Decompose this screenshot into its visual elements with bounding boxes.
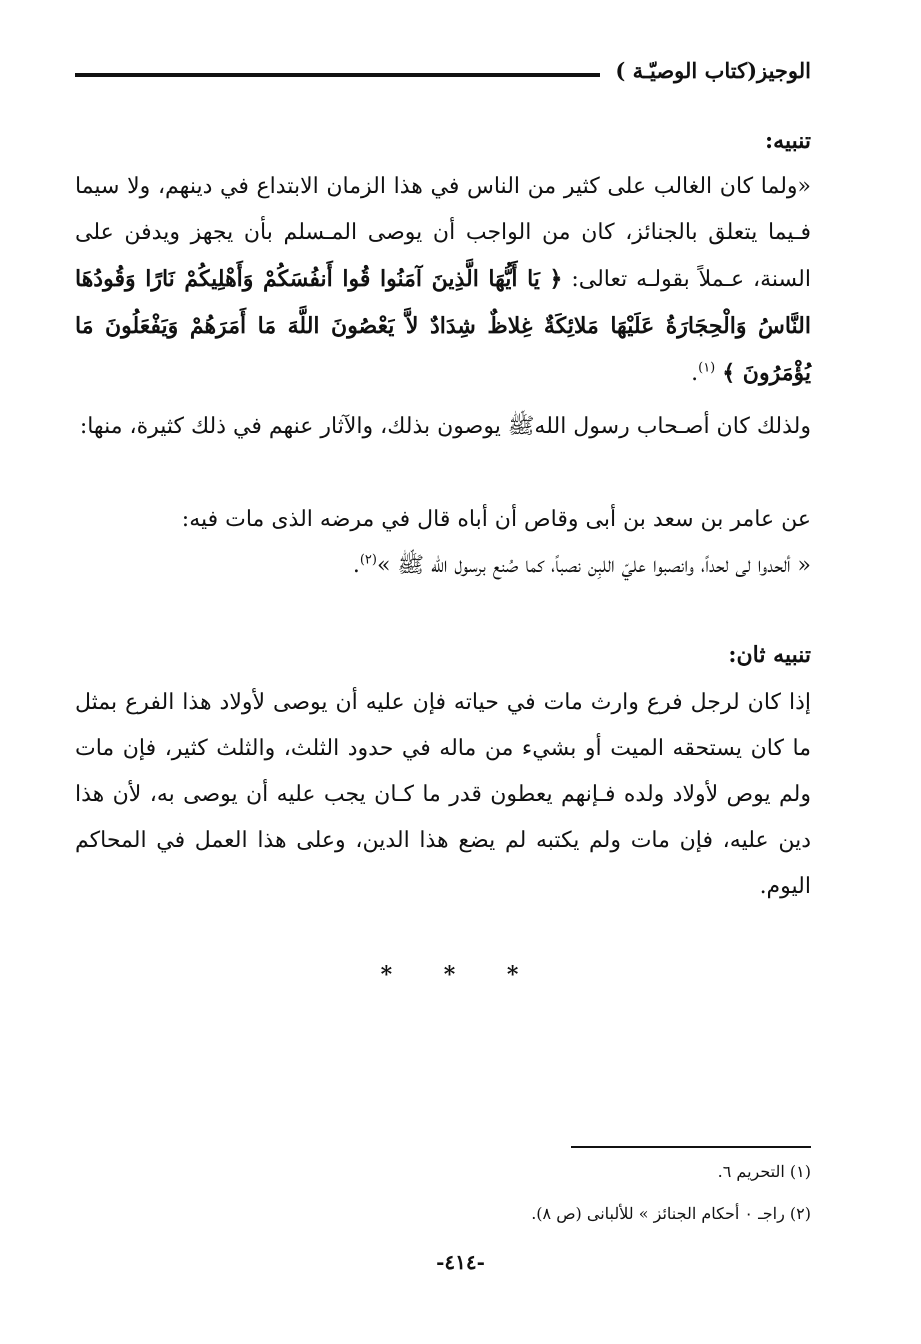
- note2-heading: تنبيه ثان:: [728, 642, 811, 668]
- header-rule: [75, 73, 600, 77]
- note2-paragraph: إذا كان لرجل فرع وارث مات في حياته فإن عليه أن يوصى لأولاد هذا الفرع بمثل ما كان يستحقه الميت أو بشيء من ماله في حدود الثلث، والثلث كثير، فإن مات ولم يوص لأولاد ولده فـإنهم يعطون قدر ما كـان يجب عليه أن يوصى به، لأن هذا دين عليه، فإن مات ولم يكتبه لم يضع هذا الدين، وعلى هذا العمل في المحاكم اليوم.: [75, 690, 811, 899]
- hadith-paragraph: [75, 497, 811, 589]
- hadith-intro: عن عامر بن سعد بن أبى وقاص أن أباه قال في مرضه الذى مات فيه:: [181, 507, 811, 532]
- footnote-rule: [571, 1146, 811, 1148]
- note1-paragraph: [75, 164, 811, 397]
- hadith-end-stop: .: [352, 553, 360, 578]
- hadith-text: « ألحدوا لى لحداً، وانصبوا عليّ اللبِن نصباً، كما صُنع برسول الله ﷺ »: [376, 553, 811, 578]
- footnote-1: (١) التحريم ٦.: [717, 1162, 811, 1181]
- quran-verse: ﴿ يَا أَيُّهَا الَّذِينَ آمَنُوا قُوا أَنفُسَكُمْ وَأَهْلِيكُمْ نَارًا وَقُودُهَا النَّاسُ وَالْحِجَارَةُ عَلَيْهَا مَلائِكَةٌ غِلاظٌ شِدَادٌ لاَّ يَعْصُونَ اللَّهَ مَا أَمَرَهُمْ وَيَفْعَلُونَ مَا يُؤْمَرُونَ ﴾: [75, 266, 811, 386]
- verse-footnote-ref: (١): [698, 360, 716, 376]
- page-number: -٤١٤-: [436, 1250, 485, 1274]
- note1-intro: «ولما كان الغالب على كثير من الناس في هذا الزمان الابتداع في دينهم، ولا سيما فـيما يتعلق بالجنائز، كان من الواجب أن يوصى المـسلم بأن يجهز ويدفن على السنة، عـملاً بقولـه تعالى:: [75, 174, 811, 292]
- section-separator: * * *: [380, 962, 541, 988]
- verse-end-stop: .: [691, 361, 699, 386]
- hadith-footnote-ref: (٢): [359, 552, 377, 568]
- footnote-2: (٢) راجـ ٠ أحكام الجنائز » للألبانى (ص ٨).: [531, 1204, 811, 1223]
- note1-heading: تنبيه:: [765, 128, 811, 154]
- companions-paragraph: ولذلك كان أصـحاب رسول اللهﷺ يوصون بذلك، والآثار عنهم في ذلك كثيرة، منها:: [79, 414, 811, 439]
- running-header: الوجيز(كتاب الوصيّـة ): [615, 58, 811, 83]
